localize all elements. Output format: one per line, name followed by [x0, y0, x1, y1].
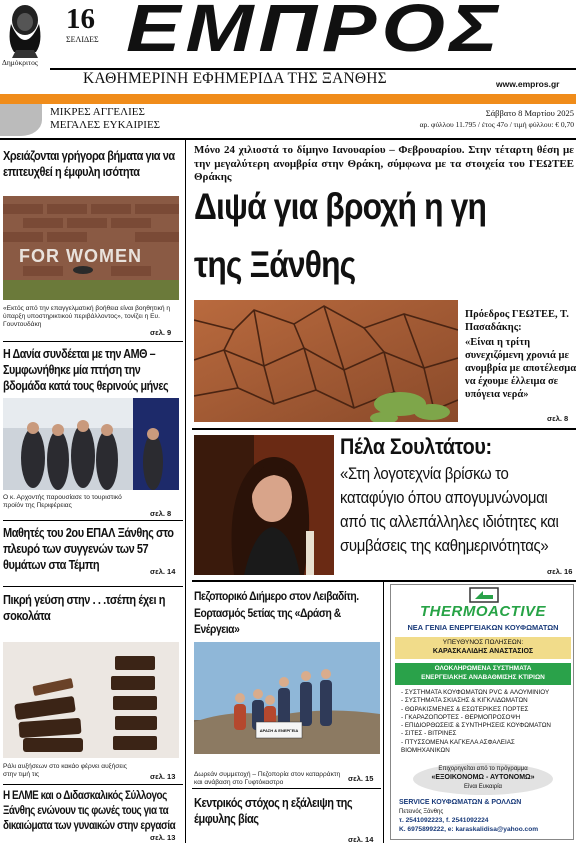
ad-sales-label: ΥΠΕΥΘΥΝΟΣ ΠΩΛΗΣΕΩΝ: [442, 639, 524, 646]
lead-side-intro: Πρόεδρος ΓΕΩΤΕΕ, Τ. Πασαδάκης: [465, 309, 569, 333]
window-logo-icon [469, 587, 499, 603]
hike-banner-text: ΔΡΑΣΗ & ΕΝΕΡΓΕΙΑ [259, 728, 299, 733]
story2-photo [3, 398, 179, 490]
ad-service-item: - ΣΥΣΤΗΜΑΤΑ ΣΚΙΑΣΗΣ & ΚΙΓΚΛΙΔΩΜΑΤΩΝ [401, 697, 528, 705]
story1-wall-text: FOR WOMEN [19, 246, 142, 266]
ad-service-item: - ΣΙΤΕΣ - ΒΙΤΡΙΝΕΣ [401, 730, 457, 738]
ad-mobile-email: Κ. 6975899222, e: karaskalidisa@yahoo.com [399, 826, 539, 833]
ad-service-item: - ΠΤΥΣΣΟΜΕΝΑ ΚΑΓΚΕΛΑ ΑΣΦΑΛΕΙΑΣ [401, 738, 515, 746]
ad-service-item: - ΓΚΑΡΑΖΟΠΟΡΤΕΣ - ΘΕΡΜΟΠΡΟΣΟΨΗ [401, 713, 521, 721]
lead-page-ref[interactable]: σελ. 8 [547, 414, 569, 423]
story4-page-ref[interactable]: σελ. 13 [150, 772, 176, 781]
ad-sales-name: ΚΑΡΑΣΚΑΛΙΔΗΣ ΑΝΑΣΤΑΣΙΟΣ [432, 648, 534, 655]
tagline: ΚΑΘΗΜΕΡΙΝΗ ΕΦΗΜΕΡΙΔΑ ΤΗΣ ΞΑΝΘΗΣ [83, 70, 387, 87]
issue-info: αρ. φύλλου 11.795 / έτος 47ο / τιμή φύλλου: € 0,70 [419, 120, 574, 129]
ad-systems-line1: ΟΛΟΚΛΗΡΩΜΕΝΑ ΣΥΣΤΗΜΑΤΑ [434, 665, 532, 672]
pages-number: 16 [66, 3, 95, 35]
issue-date: Σάββατο 8 Μαρτίου 2025 [485, 108, 574, 118]
lead-drought-photo [194, 300, 458, 422]
interview-name[interactable]: Πέλα Σουλτάτου: [340, 434, 492, 459]
story3-page-ref[interactable]: σελ. 14 [150, 567, 176, 576]
ad-subtitle: ΝΕΑ ΓΕΝΙΑ ΕΝΕΡΓΕΙΑΚΩΝ ΚΟΥΦΩΜΑΤΩΝ [407, 623, 559, 632]
interview-page-ref[interactable]: σελ. 16 [547, 567, 573, 576]
ad-service-line: SERVICE ΚΟΥΦΩΜΑΤΩΝ & ΡΟΛΛΩΝ [399, 799, 522, 806]
story1-caption: «Εκτός από την επαγγελματική βοήθεια είναι βοηθητική η ύπαρξη υποστηρικτικού περιβάλλοντος», τονίζει η Ευ. Γουντουδάκη [3, 305, 171, 329]
pages-label: ΣΕΛΙΔΕΣ [66, 35, 99, 44]
story5-page-ref[interactable]: σελ. 13 [150, 833, 176, 842]
ad-eligible: Επιχορηγείται από το πρόγραμμα [438, 766, 528, 772]
story4-title[interactable]: Πικρή γεύση στην . . .τσέπη έχει η σοκολάτα [3, 593, 166, 623]
hike-page-ref[interactable]: σελ. 15 [348, 774, 374, 783]
website-link[interactable]: www.empros.gr [496, 79, 560, 89]
story1-title[interactable]: Χρειάζονται γρήγορα βήματα για να επιτευχθεί η έμφυλη ισότητα [3, 149, 175, 179]
ad-service-item: ΒΙΟΜΗΧΑΝΙΚΩΝ [401, 747, 450, 755]
story1-page-ref[interactable]: σελ. 9 [150, 328, 172, 337]
lead-headline-line2[interactable]: της Ξάνθης [194, 244, 356, 285]
ad-opportunity: Είναι Ευκαιρία [463, 784, 503, 790]
ad-service-item: - ΘΩΡΑΚΙΣΜΕΝΕΣ & ΕΣΩΤΕΡΙΚΕΣ ΠΟΡΤΕΣ [401, 705, 529, 713]
ad-brand: THERMOACTIVE [420, 603, 546, 620]
ad-service-item: - ΕΠΙΔΙΟΡΘΩΣΕΙΣ & ΣΥΝΤΗΡΗΣΕΙΣ ΚΟΥΦΩΜΑΤΩΝ [401, 722, 551, 730]
story2-caption: Ο κ. Αρχοντής παρουσίασε το τουριστικό προϊόν της Περιφέρειας [3, 494, 122, 510]
story1-photo [3, 196, 179, 300]
hike-photo [194, 642, 380, 754]
lead-headline-line1[interactable]: Διψά για βροχή η γη [194, 186, 487, 227]
story4-photo [3, 642, 179, 758]
story2-page-ref[interactable]: σελ. 8 [150, 509, 172, 518]
thermoactive-ad[interactable] [390, 584, 574, 840]
ad-phones: τ. 2541092223, f. 2541092224 [399, 817, 489, 824]
ad-program: «ΕΞΟΙΚΟΝΟΜΩ - ΑΥΤΟΝΟΜΩ» [431, 774, 535, 781]
classifieds-line1: ΜΙΚΡΕΣ ΑΓΓΕΛΙΕΣ [50, 106, 145, 118]
interview-quote: «Στη λογοτεχνία βρίσκω το καταφύγιο όπου απογυμνώνομαι από τις αλλεπάλληλες ιδιότητες και συμβάσεις της καθημερινότητας» [340, 464, 559, 555]
ad-service-item: - ΣΥΣΤΗΜΑΤΑ ΚΟΥΦΩΜΑΤΩΝ PVC & ΑΛΟΥΜΙΝΙΟΥ [401, 689, 550, 696]
interview-portrait [194, 435, 334, 575]
hike-caption: Δωρεάν συμμετοχή – Πεζοπορία στον καταρράκτη και ανάβαση στο Γυφτόκαστρο [194, 771, 341, 787]
violence-page-ref[interactable]: σελ. 14 [348, 835, 374, 843]
coin-ornament [0, 104, 42, 136]
story3-title[interactable]: Μαθητές του 2ου ΕΠΑΛ Ξάνθης στο πλευρό των συγγενών των 57 θυμάτων στα Τέμπη [3, 526, 174, 572]
ad-address: Πετεινός Ξάνθης [399, 809, 444, 815]
ad-services-list [401, 689, 571, 755]
story5-title[interactable]: Η ΕΛΜΕ και ο Διδασκαλικός Σύλλογος Ξάνθης ενώνουν τις φωνές τους για τα δικαιώματα των γυναικών στην εργασία [3, 790, 176, 832]
democritus-bust-icon [2, 2, 48, 58]
lead-side-quote: «Είναι η τρίτη συνεχιζόμενη χρονιά με ανομβρία με αποτέλεσμα να έχουμε έλλειμα σε υπόγεια νερά» [465, 337, 576, 400]
newspaper-logo: ΕΜΠΡΟΣ [126, 0, 503, 66]
lead-kicker: Μόνο 24 χιλιοστά το δίμηνο Ιανουαρίου – Φεβρουαρίου. Στην τέταρτη θέση με την μεγαλύτερη ανομβρία στην Θράκη, σύμφωνα με τα στοιχεία του ΓΕΩΤΕΕ Θράκης [194, 144, 574, 183]
classifieds-line2: ΜΕΓΑΛΕΣ ΕΥΚΑΙΡΙΕΣ [50, 119, 161, 131]
story2-title[interactable]: Η Δανία συνδέεται με την ΑΜΘ – Συμφωνήθηκε μία πτήση την βδομάδα κατά τους θερινούς μήνες [3, 347, 169, 393]
hike-title[interactable]: Πεζοπορικό Διήμερο στον Λειβαδίτη. Εορτασμός 5ετίας της «Δράση & Ενέργεια» [194, 589, 359, 636]
story4-caption: Ράλι αυξήσεων στο κακάο φέρνει αυξήσεις στην τιμή τις [3, 763, 127, 779]
violence-title[interactable]: Κεντρικός στόχος η εξάλειψη της έμφυλης βίας [194, 796, 353, 826]
ad-systems-line2: ΕΝΕΡΓΕΙΑΚΗΣ ΑΝΑΒΑΘΜΙΣΗΣ ΚΤΙΡΙΩΝ [421, 674, 545, 681]
bust-caption: Δημόκριτος [2, 58, 38, 67]
orange-band [0, 94, 576, 104]
